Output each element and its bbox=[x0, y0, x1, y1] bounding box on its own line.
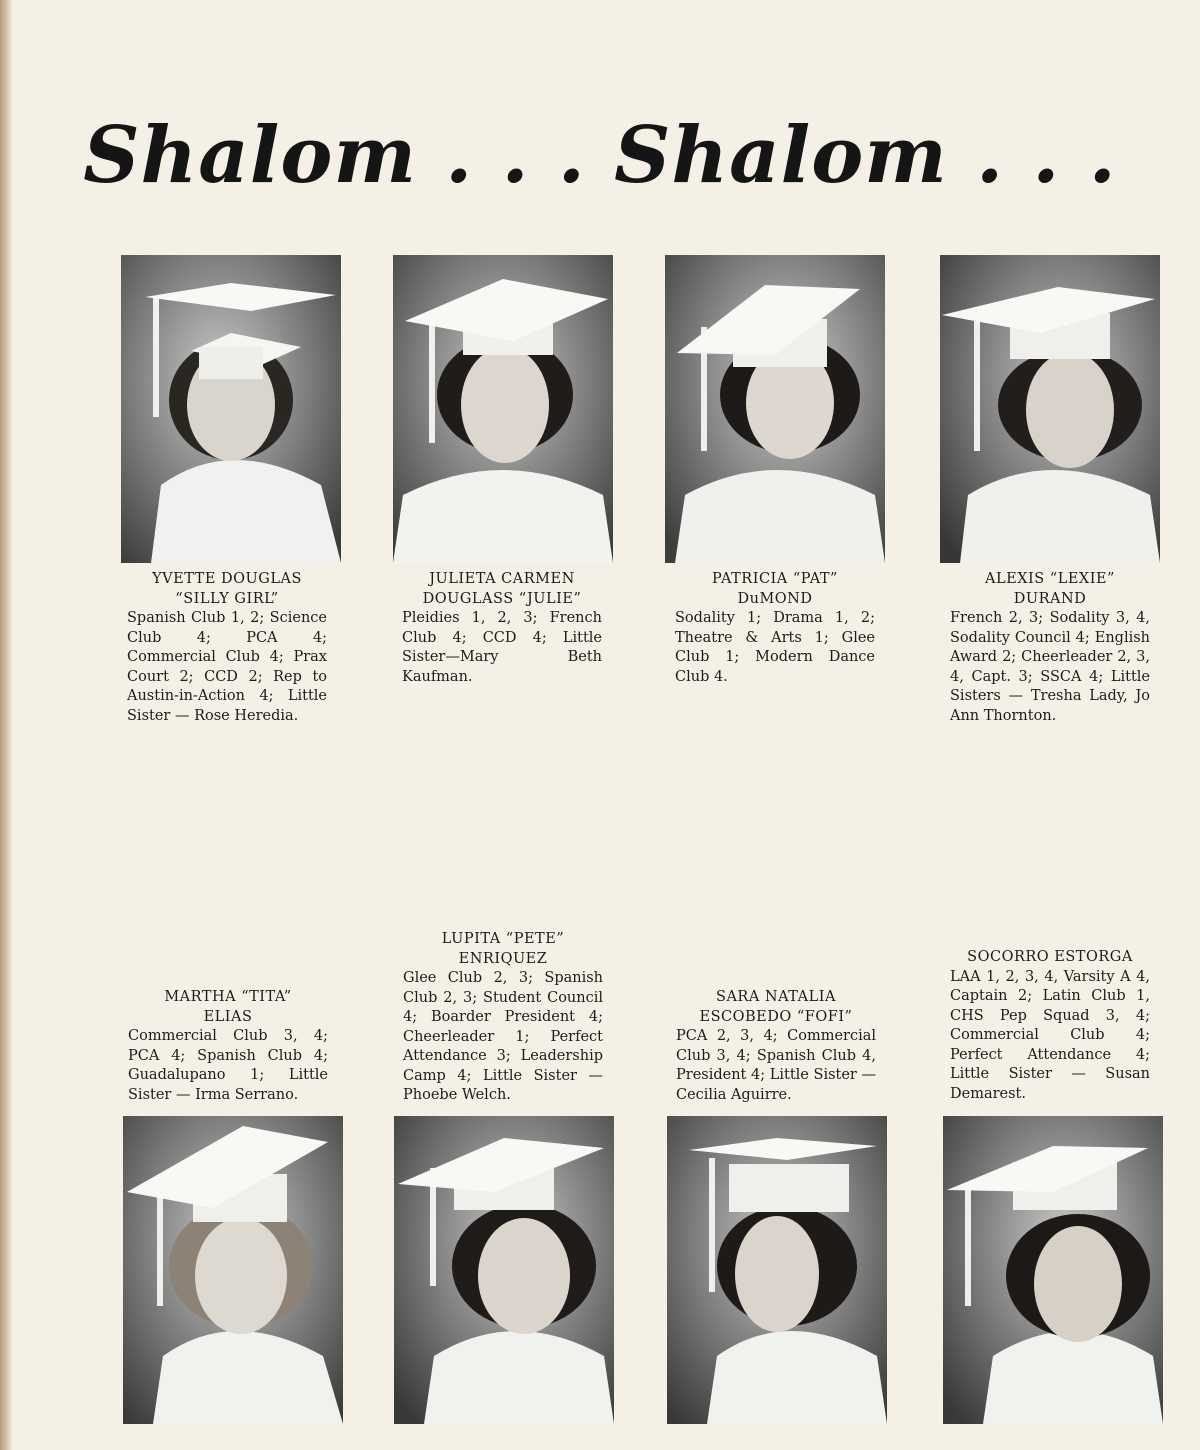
student-activities: Sodality 1; Drama 1, 2; Theatre & Arts 1; Glee Club 1; Modern Dance Club 4. bbox=[675, 610, 875, 685]
page-spine-shadow bbox=[0, 0, 12, 1450]
student-nickname: ELIAS bbox=[203, 1008, 253, 1025]
student-portrait-photo bbox=[121, 255, 341, 563]
student-name: SARA NATALIA bbox=[716, 989, 836, 1005]
student-activities: French 2, 3; Sodality 3, 4, Sodality Council 4; English Award 2; Cheerleader 2, 3, 4, Capt. 3; SSCA 4; Little Sisters — Tresha Lady, Jo Ann Thornton. bbox=[950, 610, 1150, 724]
student-activities: Spanish Club 1, 2; Science Club 4; PCA 4; Commercial Club 4; Prax Court 2; CCD 2; Rep to Austin-in-Action 4; Little Sister — Rose Heredia. bbox=[127, 610, 327, 724]
student-portrait-photo bbox=[940, 255, 1160, 563]
student-name: PATRICIA “PAT” bbox=[712, 571, 838, 587]
student-caption bbox=[676, 988, 876, 1105]
student-portrait-photo bbox=[667, 1116, 887, 1424]
student-caption bbox=[402, 570, 602, 687]
student-name: YVETTE DOUGLAS bbox=[152, 571, 302, 587]
student-name: ALEXIS “LEXIE” bbox=[985, 571, 1115, 587]
student-activities: Commercial Club 3, 4; PCA 4; Spanish Club 4; Guadalupano 1; Little Sister — Irma Serrano. bbox=[128, 1028, 328, 1103]
student-caption bbox=[127, 570, 327, 726]
student-caption bbox=[950, 570, 1150, 726]
student-activities: LAA 1, 2, 3, 4, Varsity A 4, Captain 2; Latin Club 1, CHS Pep Squad 3, 4; Commercial Club 4; Perfect Attendance 4; Little Sister — Susan Demarest. bbox=[950, 968, 1150, 1102]
student-portrait-photo bbox=[943, 1116, 1163, 1424]
student-nickname: ENRIQUEZ bbox=[458, 950, 548, 967]
student-caption bbox=[675, 570, 875, 687]
student-name: SOCORRO ESTORGA bbox=[967, 949, 1133, 965]
student-caption bbox=[128, 988, 328, 1105]
student-activities: Glee Club 2, 3; Spanish Club 2, 3; Student Council 4; Boarder President 4; Cheerleader 1; Perfect Attendance 3; Leadership Camp 4; Little Sister — Phoebe Welch. bbox=[403, 970, 603, 1103]
student-activities: PCA 2, 3, 4; Commercial Club 3, 4; Spanish Club 4, President 4; Little Sister — Cecilia Aguirre. bbox=[676, 1028, 876, 1103]
student-caption bbox=[950, 948, 1150, 1104]
student-portrait-photo bbox=[665, 255, 885, 563]
student-portrait-photo bbox=[393, 255, 613, 563]
student-name: MARTHA “TITA” bbox=[164, 989, 292, 1005]
student-nickname: DURAND bbox=[1013, 590, 1087, 607]
student-name: JULIETA CARMEN bbox=[429, 571, 575, 587]
student-portrait-photo bbox=[394, 1116, 614, 1424]
student-nickname: DuMOND bbox=[737, 590, 813, 607]
page-title: Shalom . . . Shalom . . . bbox=[83, 110, 1117, 201]
student-name: LUPITA “PETE” bbox=[441, 931, 565, 947]
student-activities: Pleidies 1, 2, 3; French Club 4; CCD 4; Little Sister—Mary Beth Kaufman. bbox=[402, 610, 602, 685]
student-nickname: ESCOBEDO “FOFI” bbox=[699, 1008, 853, 1025]
student-caption bbox=[403, 930, 603, 1106]
student-nickname: “SILLY GIRL” bbox=[175, 590, 279, 607]
student-portrait-photo bbox=[123, 1116, 343, 1424]
student-nickname: DOUGLASS “JULIE” bbox=[422, 590, 582, 607]
